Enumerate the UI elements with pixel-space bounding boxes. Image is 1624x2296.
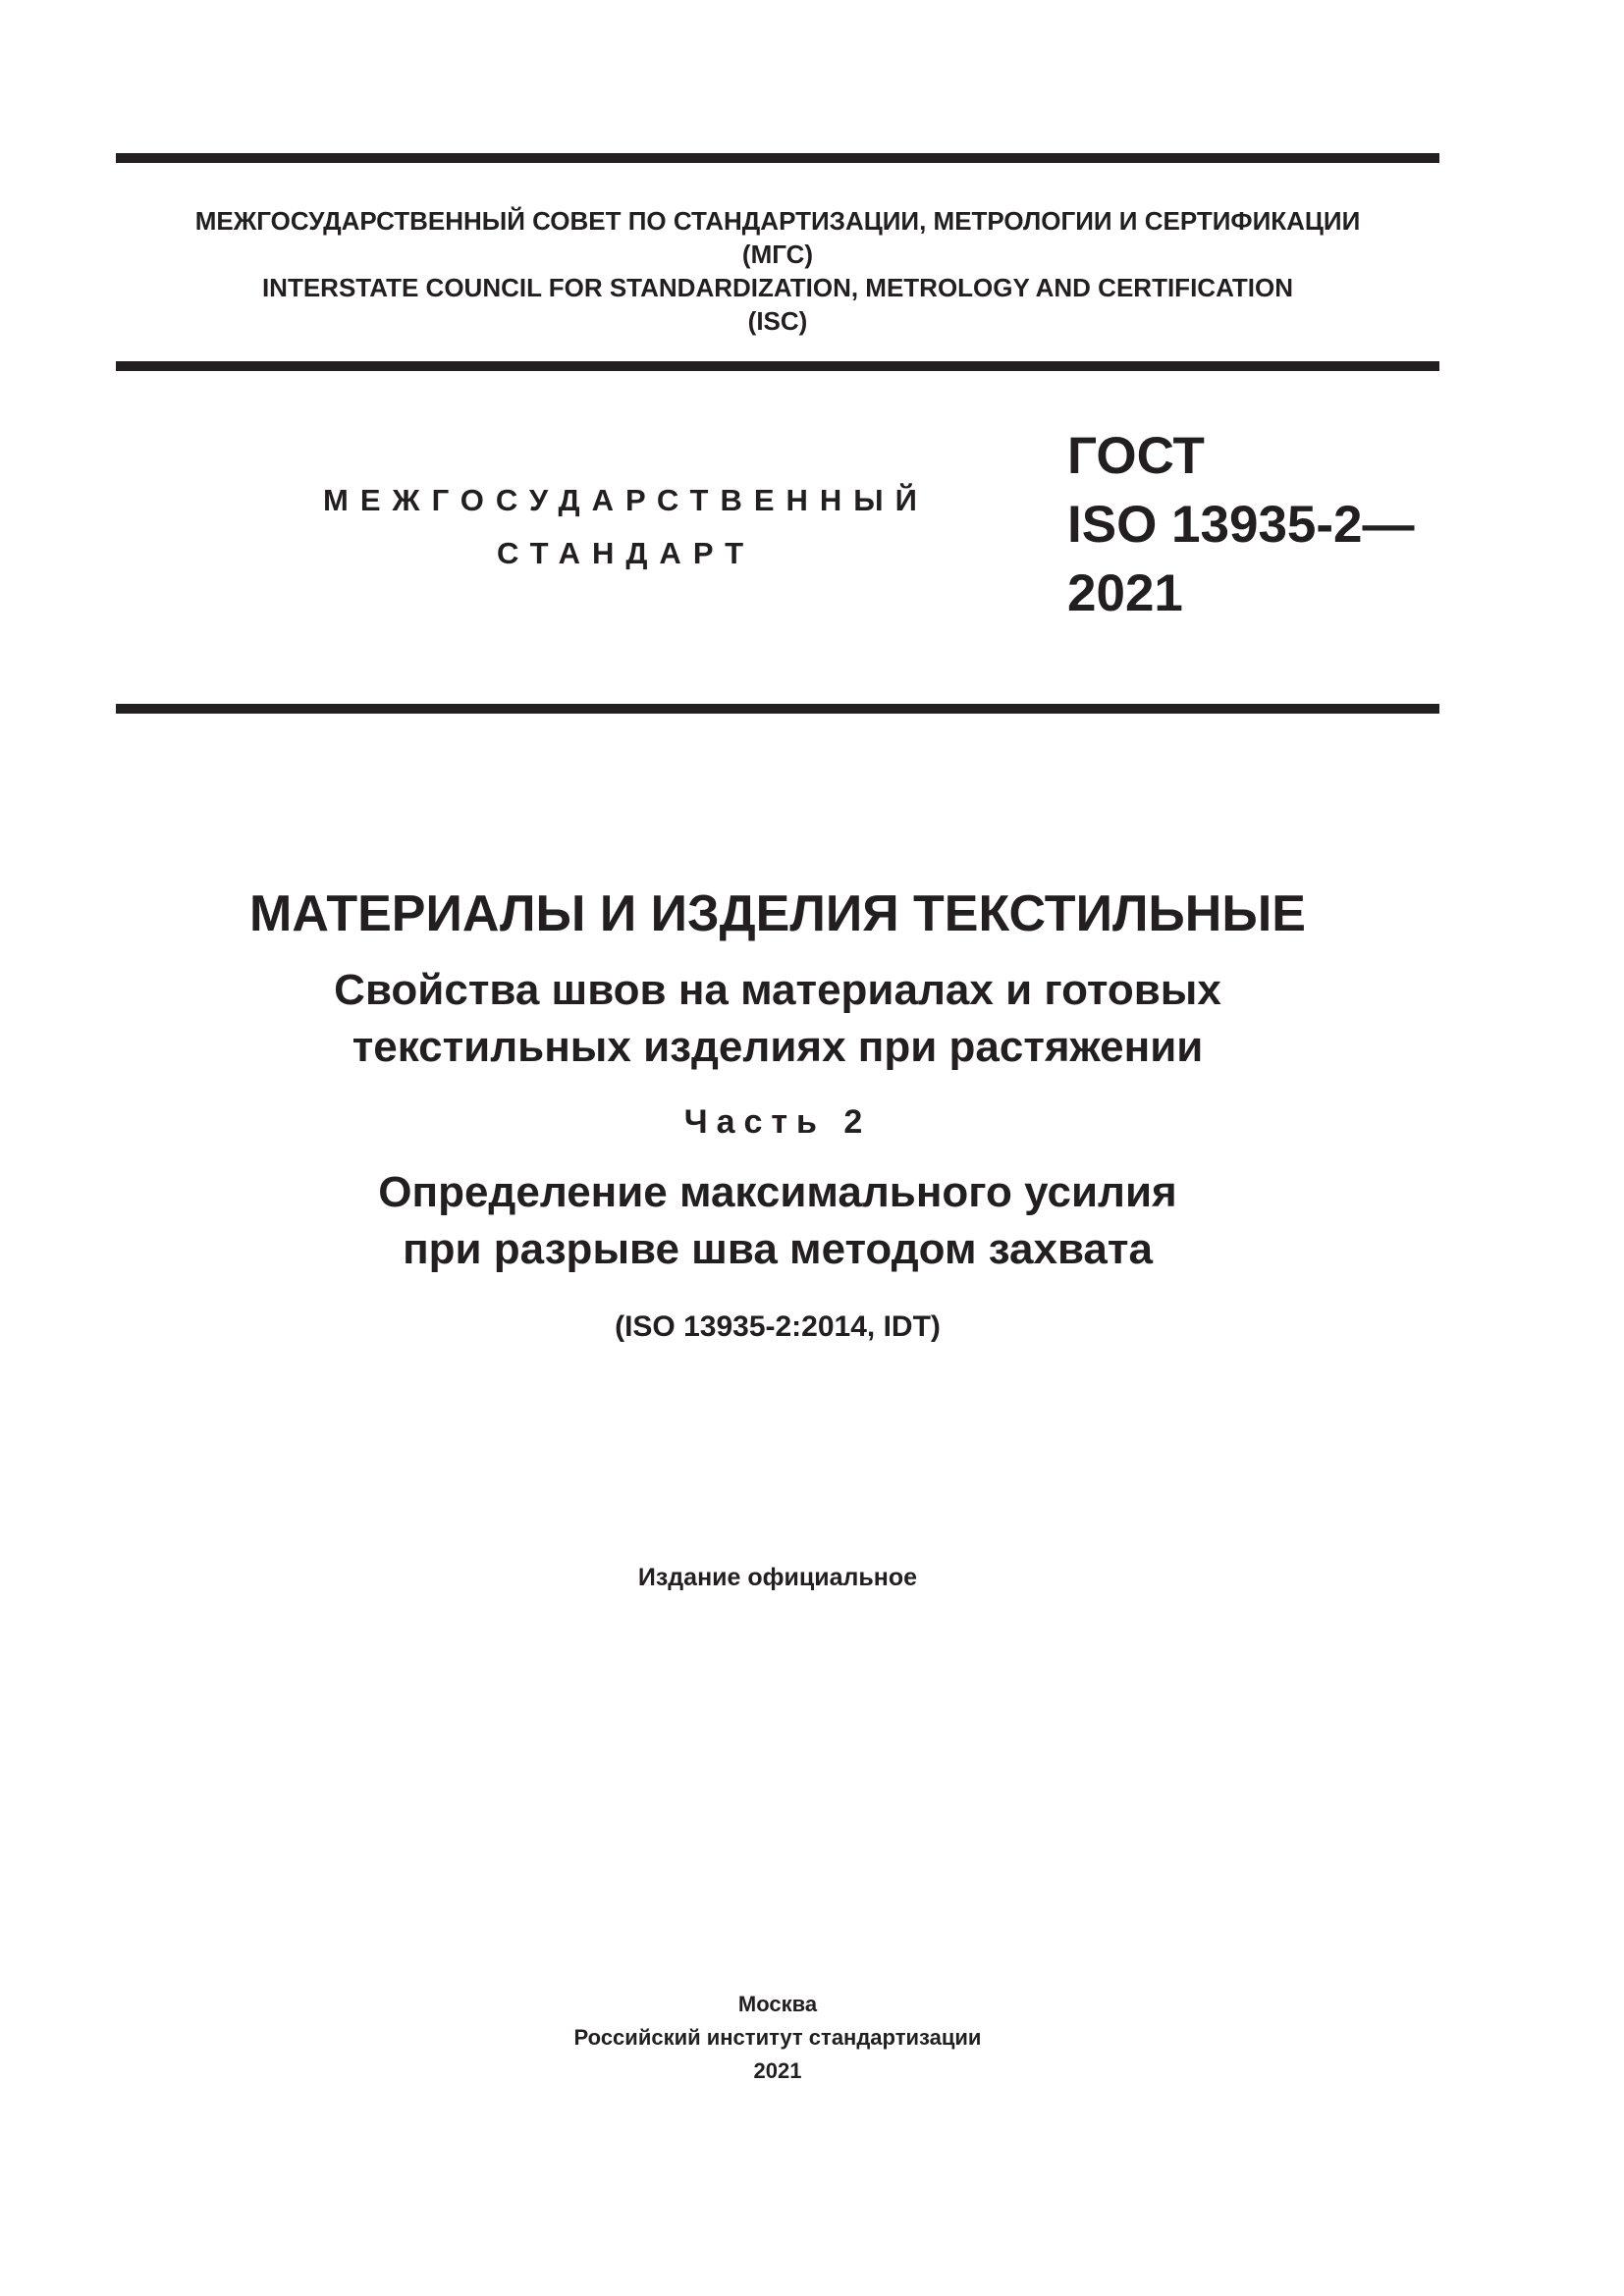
top-rule: [116, 153, 1439, 163]
part-title-line2: при разрыве шва методом захвата: [403, 1225, 1153, 1273]
part-title-line1: Определение максимального усилия: [378, 1168, 1177, 1216]
publisher-year: 2021: [753, 2058, 802, 2083]
council-divider-rule: [116, 361, 1439, 371]
standard-type: [275, 474, 977, 580]
subtitle-line1: Свойства швов на материалах и готовых: [334, 966, 1221, 1014]
publisher-block: [116, 1988, 1439, 2088]
iso-reference: (ISO 13935-2:2014, IDT): [615, 1310, 941, 1343]
council-name-en: INTERSTATE COUNCIL FOR STANDARDIZATION, METROLOGY AND CERTIFICATION: [261, 273, 1294, 302]
designation-line3: 2021: [1067, 564, 1183, 622]
council-header: [116, 204, 1439, 338]
council-name-ru: МЕЖГОСУДАРСТВЕННЫЙ СОВЕТ ПО СТАНДАРТИЗАЦИИ, МЕТРОЛОГИИ И СЕРТИФИКАЦИИ: [194, 206, 1361, 236]
subtitle-line2: текстильных изделиях при растяжении: [352, 1023, 1204, 1071]
publisher-city: Москва: [737, 1992, 818, 2016]
main-title: МАТЕРИАЛЫ И ИЗДЕЛИЯ ТЕКСТИЛЬНЫЕ: [249, 885, 1306, 942]
standard-type-line2: СТАНДАРТ: [496, 536, 756, 570]
standard-designation: [1067, 422, 1415, 628]
part-title: [116, 1164, 1439, 1278]
subtitle: [116, 962, 1439, 1076]
council-abbr-ru: (МГС): [741, 240, 814, 269]
designation-divider-rule: [116, 704, 1439, 714]
part-label: Часть 2: [683, 1103, 872, 1141]
title-block: [116, 880, 1439, 1347]
edition-label: Издание официальное: [637, 1564, 918, 1591]
designation-line1: ГОСТ: [1067, 427, 1205, 485]
council-abbr-en: (ISC): [747, 306, 808, 336]
designation-line2: ISO 13935-2—: [1067, 496, 1415, 554]
publisher-institute: Российский институт стандартизации: [573, 2025, 982, 2050]
standard-type-line1: МЕЖГОСУДАРСТВЕННЫЙ: [323, 483, 929, 517]
